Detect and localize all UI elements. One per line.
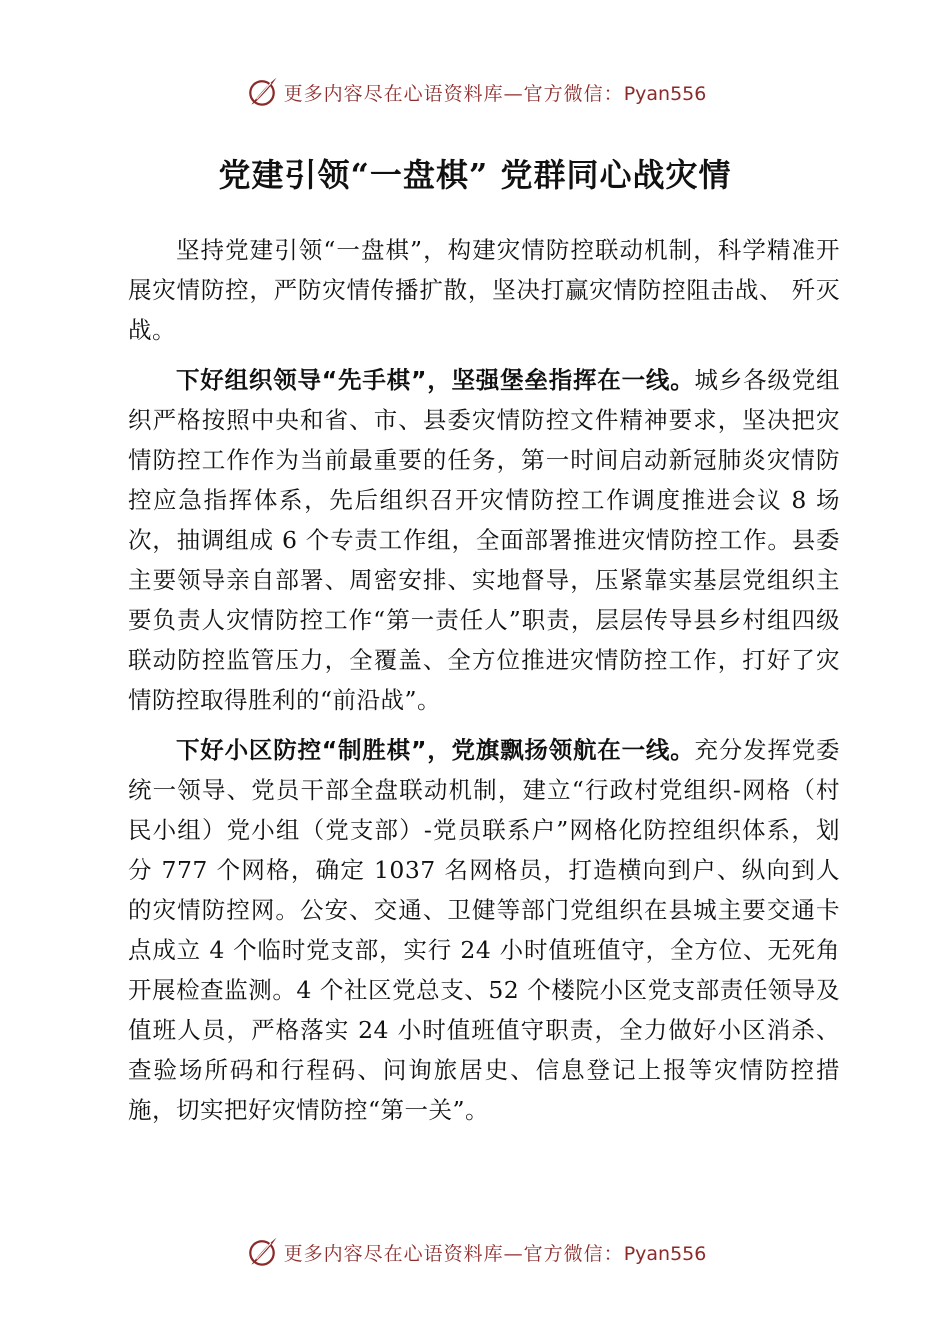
banner-wechat-id: Pyan556 (623, 1242, 707, 1265)
paragraph-organization-lead: 下好组织领导“先手棋”，坚强堡垒指挥在一线。 (176, 366, 695, 394)
paragraph-organization-body: 城乡各级党组织严格按照中央和省、市、县委灾情防控文件精神要求，坚决把灾情防控工作作为当前最重要的任务，第一时间启动新冠肺炎灾情防控应急指挥体系，先后组织召开灾情防控工作调度推进会议 8 场次，抽调组成 6 个专责工作组，全面部署推进灾情防控工作。县委主要领导亲自部署、周密安排、实地督导，压紧靠实基层党组织主要负责人灾情防控工作“第一责任人”职责，层层传导县乡村组四级联动防控监管压力，全覆盖、全方位推进灾情防控工作，打好了灾情防控取得胜利的“前沿战”。 (128, 366, 841, 714)
quill-logo-icon (244, 1234, 280, 1270)
paragraph-community-lead: 下好小区防控“制胜棋”，党旗飘扬领航在一线。 (176, 736, 695, 764)
banner-wechat-id: Pyan556 (623, 82, 707, 105)
paragraph-organization (128, 360, 840, 720)
quill-logo-icon (244, 74, 280, 110)
page-title: 党建引领“一盘棋” 党群同心战灾情 (218, 156, 732, 194)
banner-brand: 更多内容尽在心语资料库 (283, 1242, 504, 1265)
footer-banner-text (284, 1239, 707, 1266)
banner-dash: — (503, 82, 524, 105)
document-body (128, 230, 840, 1140)
footer-banner (0, 1232, 950, 1272)
header-banner (0, 72, 950, 112)
banner-wechat-label: 官方微信： (523, 1242, 624, 1265)
header-banner-text (284, 79, 707, 106)
paragraph-community (128, 730, 840, 1130)
banner-brand: 更多内容尽在心语资料库 (283, 82, 504, 105)
banner-wechat-label: 官方微信： (523, 82, 624, 105)
paragraph-community-body: 充分发挥党委统一领导、党员干部全盘联动机制，建立“行政村党组织-网格（村民小组）党小组（党支部）-党员联系户”网格化防控组织体系，划分 777 个网格，确定 1037 名网格员，打造横向到户、纵向到人的灾情防控网。公安、交通、卫健等部门党组织在县城主要交通卡点成立 4 个临时党支部，实行 24 小时值班值守，全方位、无死角开展检查监测。4 个社区党总支、52 个楼院小区党支部责任领导及值班人员，严格落实 24 小时值班值守职责，全力做好小区消杀、查验场所码和行程码、问询旅居史、信息登记上报等灾情防控措施，切实把好灾情防控“第一关”。 (128, 736, 841, 1124)
intro-paragraph: 坚持党建引领“一盘棋”，构建灾情防控联动机制，科学精准开展灾情防控，严防灾情传播扩散，坚决打赢灾情防控阻击战、 歼灭战。 (128, 236, 840, 344)
banner-dash: — (503, 1242, 524, 1265)
